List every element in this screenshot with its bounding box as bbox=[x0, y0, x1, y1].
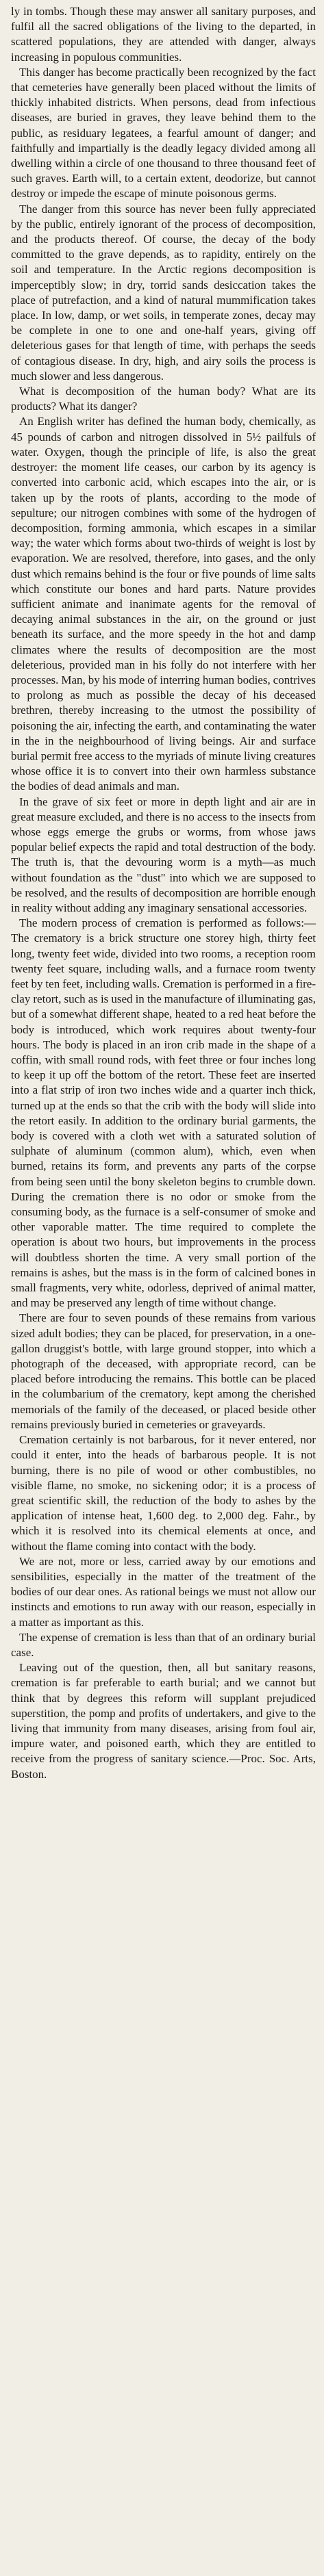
article-paragraph-1: ly in tombs. Though these may answer all sanitary purposes, and fulfil all the sacred obligations of the living to the departed, in scattered populations, they are attended with danger, always increasing in populous communities. bbox=[11, 5, 316, 64]
article-paragraph-5: An English writer has defined the human body, chemically, as 45 pounds of carbon and nitrogen dissolved in 5½ pailfuls of water. Oxygen, though the principle of life, is also the great destroyer: the moment life ceases, our carbon by its agency is converted into carbonic acid, which escapes into the air, or is taken up by the roots of plants, according to the mode of sepulture; our nitrogen combines with some of the hydrogen of decomposition, forming ammonia, which escapes in a similar way; the water which forms about two-thirds of weight is lost by evaporation. We are resolved, therefore, into gases, and the only dust which remains behind is the four or five pounds of lime salts which constitute our bones and hard parts. Nature provides sufficient animate and inanimate agents for the removal of decaying animal substances in the air, on the ground or just beneath its surface, and the more speedy in the hot and damp climates where the results of decomposition are the most deleterious, provided man in his folly do not interfere with her processes. Man, by his mode of interring human bodies, contrives to prolong as much as possible the decay of his deceased brethren, thereby increasing to the utmost the possibility of poisoning the air, infecting the earth, and contaminating the water in the in the neighbourhood of living beings. Air and surface burial permit free access to the myriads of minute living creatures whose office it is to convert into their own harmless substance the bodies of dead animals and man. bbox=[11, 415, 316, 793]
article-paragraph-12: Leaving out of the question, then, all but sanitary reasons, cremation is far preferable to earth burial; and we cannot but think that by degrees this reform will supplant prejudiced superstition, the pomp and profits of undertakers, and give to the living that immunity from many diseases, arising from foul air, impure water, and poisoned earth, which they are entitled to receive from the progress of sanitary science.—Proc. Soc. Arts, Boston. bbox=[11, 1661, 316, 1781]
article-paragraph-11: The expense of cremation is less than that of an ordinary burial case. bbox=[11, 1630, 316, 1659]
article-column bbox=[11, 4, 316, 1782]
article-paragraph-9: Cremation certainly is not barbarous, for it never entered, nor could it enter, into the heads of barbarous people. It is not burning, there is no pile of wood or other combustibles, no visible flame, no smoke, no sickening odor; it is a process of great scientific skill, the reduction of the body to ashes by the application of intense heat, 1,600 deg. to 2,000 deg. Fahr., by which it is resolved into its chemical elements at once, and without the flame coming into contact with the body. bbox=[11, 1433, 316, 1553]
article-paragraph-6: In the grave of six feet or more in depth light and air are in great measure excluded, and there is no access to the insects from whose eggs emerge the grubs or worms, from whose jaws popular belief expects the rapid and total destruction of the body. The truth is, that the devouring worm is a myth—as much without foundation as the "dust" into which we are supposed to be resolved, and the results of decomposition are horrible enough in reality without adding any imaginary sensational accessories. bbox=[11, 795, 316, 914]
article-paragraph-8: There are four to seven pounds of these remains from various sized adult bodies; they can be placed, for preservation, in a one-gallon druggist's bottle, with large ground stopper, into which a photograph of the deceased, with appropriate record, can be placed before introducing the remains. This bottle can be placed in the columbarium of the crematory, kept among the cherished memorials of the family of the deceased, or placed beside other remains previously buried in cemeteries or graveyards. bbox=[11, 1311, 316, 1431]
article-paragraph-4: What is decomposition of the human body? What are its products? What its danger? bbox=[11, 385, 316, 413]
article-paragraph-7: The modern process of cremation is performed as follows:—The crematory is a brick structure one storey high, thirty feet long, twenty feet wide, divided into two rooms, a reception room twenty feet square, including walls, and a furnace room twenty feet by ten feet, including walls. Cremation is performed in a fire-clay retort, such as is used in the manufacture of illuminating gas, but of a somewhat different shape, heated to a red heat before the body is introduced, which work requires about twenty-four hours. The body is placed in an iron crib made in the shape of a coffin, with small round rods, with feet three or four inches long to keep it up off the bottom of the retort. These feet are inserted into a flat strip of iron two inches wide and a quarter inch thick, turned up at the ends so that the crib with the body will slide into the retort easily. In addition to the ordinary burial garments, the body is covered with a cloth wet with a saturated solution of sulphate of aluminum (common alum), which, even when burned, retains its form, and prevents any parts of the corpse from being seen until the bony skeleton begins to crumble down. During the cremation there is no odor or smoke from the consuming body, as the furnace is a self-consumer of smoke and other vaporable matter. The time required to complete the operation is about two hours, but improvements in the process will doubtless shorten the time. A very small portion of the remains is ashes, but the mass is in the form of calcined bones in small fragments, very white, odorless, deprived of animal matter, and may be preserved any length of time without change. bbox=[11, 916, 316, 1310]
article-paragraph-2: This danger has become practically been recognized by the fact that cemeteries have generally been placed without the limits of thickly inhabited districts. When persons, dead from infectious diseases, are buried in graves, they leave behind them to the public, as residuary legatees, a fearful amount of danger; and faithfully and impartially is the deadly legacy divided among all dwelling within a circle of one thousand to three thousand feet of such graves. Earth will, to a certain extent, deodorize, but cannot destroy or impede the escape of minute poisonous germs. bbox=[11, 65, 316, 201]
article-paragraph-3: The danger from this source has never been fully appreciated by the public, entirely ignorant of the process of decomposition, and the products thereof. Of course, the decay of the body committed to the grave depends, as to rapidity, entirely on the soil and temperature. In the Arctic regions decomposition is imperceptibly slow; in dry, torrid sands desiccation takes the place of putrefaction, and a kind of natural mummification takes place. In low, damp, or wet soils, in temperate zones, decay may be complete in one to one and one-half years, giving off deleterious gases for that length of time, with perhaps the seeds of contagious disease. In dry, high, and airy soils the process is much slower and less dangerous. bbox=[11, 202, 316, 383]
article-paragraph-10: We are not, more or less, carried away by our emotions and sensibilities, especially in the matter of the treatment of the bodies of our dear ones. As rational beings we must not allow our instincts and emotions to run away with our reason, especially in a matter as important as this. bbox=[11, 1554, 316, 1629]
